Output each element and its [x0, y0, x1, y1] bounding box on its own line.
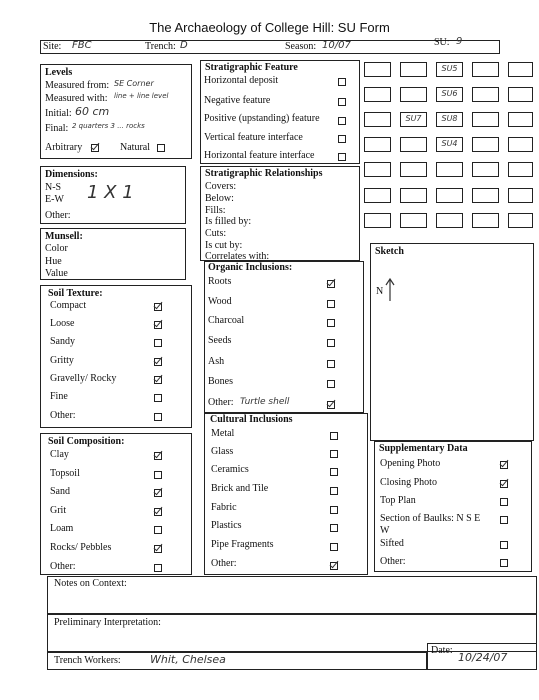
organic-label: Roots — [208, 276, 232, 287]
measured-with-value[interactable]: line + line level — [114, 92, 169, 100]
su-grid-label: SU6 — [441, 89, 458, 98]
su-grid-cell[interactable] — [364, 112, 391, 127]
initial-value[interactable]: 60 cm — [75, 105, 110, 118]
su-grid-cell[interactable] — [400, 162, 427, 177]
su-grid-cell[interactable] — [364, 137, 391, 152]
supplementary-checkbox[interactable] — [500, 559, 508, 567]
initial-label: Initial: — [45, 108, 72, 119]
organic-checkbox[interactable] — [327, 339, 335, 347]
organic-label: Seeds — [208, 335, 232, 346]
soil-texture-heading: Soil Texture: — [48, 288, 103, 299]
cultural-label: Metal — [211, 428, 235, 439]
cultural-label: Brick and Tile — [211, 483, 269, 494]
cultural-checkbox[interactable] — [330, 524, 338, 532]
soil-composition-label: Topsoil — [50, 468, 80, 479]
soil-composition-label: Rocks/ Pebbles — [50, 542, 112, 553]
organic-checkbox[interactable] — [327, 319, 335, 327]
strat-relationships-heading: Stratigraphic Relationships — [205, 168, 323, 179]
supplementary-checkbox[interactable] — [500, 541, 508, 549]
organic-other-value[interactable]: Turtle shell — [240, 397, 290, 407]
strat-feature-checkbox[interactable] — [338, 78, 346, 86]
sketch-box[interactable] — [370, 243, 534, 441]
cultural-label: Plastics — [211, 520, 242, 531]
cultural-label: Other: — [211, 558, 237, 569]
natural-label: Natural — [120, 142, 150, 153]
su-grid-label: SU4 — [441, 139, 458, 148]
su-grid-cell[interactable] — [508, 87, 533, 102]
final-value[interactable]: 2 quarters 3 ... rocks — [72, 122, 145, 130]
measured-from-value[interactable]: SE Corner — [114, 79, 154, 88]
organic-label: Charcoal — [208, 315, 245, 326]
strat-feature-label: Horizontal feature interface — [204, 150, 315, 161]
organic-heading: Organic Inclusions: — [208, 262, 293, 273]
su-grid-cell[interactable] — [472, 162, 499, 177]
organic-checkbox[interactable] — [327, 280, 335, 288]
su-grid-label: SU8 — [441, 114, 458, 123]
organic-checkbox[interactable] — [327, 401, 335, 409]
soil-composition-label: Loam — [50, 523, 74, 534]
soil-composition-label: Other: — [50, 561, 76, 572]
strat-feature-label: Horizontal deposit — [204, 75, 279, 86]
trench-workers-label: Trench Workers: — [54, 655, 121, 666]
supplementary-heading: Supplementary Data — [379, 443, 468, 454]
su-grid-cell[interactable] — [436, 188, 463, 203]
sketch-heading: Sketch — [375, 246, 404, 257]
su-grid-cell[interactable] — [472, 213, 499, 228]
su-value[interactable]: 9 — [456, 36, 463, 47]
cultural-checkbox[interactable] — [330, 506, 338, 514]
cultural-label: Fabric — [211, 502, 237, 513]
soil-texture-checkbox[interactable] — [154, 394, 162, 402]
strat-relationship-label: Is filled by: — [205, 216, 252, 227]
cultural-checkbox[interactable] — [330, 487, 338, 495]
su-grid-cell[interactable] — [436, 213, 463, 228]
soil-composition-checkbox[interactable] — [154, 489, 162, 497]
season-label: Season: — [285, 41, 317, 52]
soil-composition-checkbox[interactable] — [154, 508, 162, 516]
soil-texture-label: Other: — [50, 410, 76, 421]
north-arrow-icon — [385, 277, 395, 301]
strat-feature-checkbox[interactable] — [338, 98, 346, 106]
final-label: Final: — [45, 123, 69, 134]
su-grid-cell[interactable] — [400, 87, 427, 102]
soil-composition-heading: Soil Composition: — [48, 436, 125, 447]
su-grid-cell[interactable] — [508, 62, 533, 77]
soil-texture-label: Compact — [50, 300, 87, 311]
soil-texture-checkbox[interactable] — [154, 303, 162, 311]
soil-texture-label: Sandy — [50, 336, 75, 347]
su-grid-cell[interactable] — [436, 162, 463, 177]
arbitrary-label: Arbitrary — [45, 142, 83, 153]
soil-composition-label: Sand — [50, 486, 70, 497]
cultural-checkbox[interactable] — [330, 543, 338, 551]
strat-feature-label: Negative feature — [204, 95, 271, 106]
su-grid-cell[interactable] — [508, 162, 533, 177]
strat-relationship-label: Fills: — [205, 205, 226, 216]
header-row — [40, 40, 500, 54]
dimensions-heading: Dimensions: — [45, 169, 98, 180]
supplementary-checkbox[interactable] — [500, 516, 508, 524]
trench-label: Trench: — [145, 41, 176, 52]
dimensions-other-label: Other: — [45, 210, 71, 221]
dimensions-ns-label: N-S — [45, 182, 62, 193]
supplementary-label: Sifted — [380, 538, 404, 549]
organic-checkbox[interactable] — [327, 300, 335, 308]
cultural-checkbox[interactable] — [330, 450, 338, 458]
strat-feature-heading: Stratigraphic Feature — [205, 62, 298, 73]
cultural-checkbox[interactable] — [330, 432, 338, 440]
su-grid-cell[interactable] — [472, 62, 499, 77]
munsell-hue-label: Hue — [45, 256, 62, 267]
su-grid-label: SU7 — [405, 114, 422, 123]
organic-label: Ash — [208, 356, 225, 367]
soil-texture-label: Gravelly/ Rocky — [50, 373, 117, 384]
supplementary-label: Section of Baulks: N S E W — [380, 513, 481, 536]
strat-feature-checkbox[interactable] — [338, 117, 346, 125]
organic-label: Other: — [208, 397, 234, 408]
su-grid-cell[interactable] — [400, 137, 427, 152]
supplementary-label: Other: — [380, 556, 406, 567]
su-grid-cell[interactable] — [472, 137, 499, 152]
su-grid-cell[interactable] — [364, 162, 391, 177]
supplementary-checkbox[interactable] — [500, 461, 508, 469]
arbitrary-checkbox[interactable] — [91, 144, 99, 152]
soil-composition-checkbox[interactable] — [154, 471, 162, 479]
page-title: The Archaeology of College Hill: SU Form — [149, 20, 390, 35]
soil-composition-label: Grit — [50, 505, 67, 516]
soil-texture-label: Loose — [50, 318, 75, 329]
date-label: Date: — [431, 645, 453, 656]
trench-workers-value[interactable]: Whit, Chelsea — [150, 653, 226, 666]
organic-label: Bones — [208, 376, 233, 387]
su-grid-cell[interactable] — [508, 112, 533, 127]
su-grid-cell[interactable] — [436, 137, 463, 152]
su-grid-cell[interactable] — [400, 112, 427, 127]
munsell-color-label: Color — [45, 243, 68, 254]
soil-texture-checkbox[interactable] — [154, 376, 162, 384]
cultural-heading: Cultural Inclusions — [210, 414, 293, 425]
su-grid-cell[interactable] — [472, 188, 499, 203]
supplementary-label: Closing Photo — [380, 477, 437, 488]
su-grid-cell[interactable] — [436, 87, 463, 102]
strat-relationship-label: Covers: — [205, 181, 237, 192]
soil-texture-checkbox[interactable] — [154, 358, 162, 366]
soil-texture-checkbox[interactable] — [154, 413, 162, 421]
su-grid-cell[interactable] — [436, 112, 463, 127]
supplementary-label: Top Plan — [380, 495, 416, 506]
site-value[interactable]: FBC — [72, 40, 92, 51]
su-grid-cell[interactable] — [364, 213, 391, 228]
su-grid-cell[interactable] — [436, 62, 463, 77]
organic-label: Wood — [208, 296, 232, 307]
north-label: N — [376, 286, 384, 297]
supplementary-label: Opening Photo — [380, 458, 441, 469]
su-label: SU: — [434, 37, 450, 48]
su-grid-label: SU5 — [441, 64, 458, 73]
strat-relationship-label: Is cut by: — [205, 240, 243, 251]
soil-texture-label: Fine — [50, 391, 68, 402]
su-grid-cell[interactable] — [364, 188, 391, 203]
su-grid-cell[interactable] — [472, 112, 499, 127]
supplementary-checkbox[interactable] — [500, 498, 508, 506]
su-grid-cell[interactable] — [508, 213, 533, 228]
measured-with-label: Measured with: — [45, 93, 108, 104]
su-grid-cell[interactable] — [400, 213, 427, 228]
su-grid-cell[interactable] — [508, 188, 533, 203]
soil-composition-checkbox[interactable] — [154, 545, 162, 553]
soil-composition-checkbox[interactable] — [154, 452, 162, 460]
soil-texture-label: Gritty — [50, 355, 74, 366]
su-grid-cell[interactable] — [364, 87, 391, 102]
strat-feature-checkbox[interactable] — [338, 153, 346, 161]
dimensions-value[interactable]: 1 X 1 — [87, 182, 134, 203]
cultural-checkbox[interactable] — [330, 562, 338, 570]
su-grid-cell[interactable] — [364, 62, 391, 77]
strat-relationship-label: Below: — [205, 193, 234, 204]
su-grid-cell[interactable] — [472, 87, 499, 102]
strat-relationship-label: Correlates with: — [205, 251, 270, 262]
date-value[interactable]: 10/24/07 — [458, 651, 508, 664]
soil-texture-checkbox[interactable] — [154, 321, 162, 329]
prelim-label: Preliminary Interpretation: — [54, 617, 161, 628]
natural-checkbox[interactable] — [157, 144, 165, 152]
strat-relationship-label: Cuts: — [205, 228, 227, 239]
levels-heading: Levels — [45, 67, 73, 78]
cultural-label: Ceramics — [211, 464, 249, 475]
munsell-heading: Munsell: — [45, 231, 83, 242]
organic-checkbox[interactable] — [327, 360, 335, 368]
season-value[interactable]: 10/07 — [322, 40, 351, 51]
munsell-value-label: Value — [45, 268, 68, 279]
dimensions-ew-label: E-W — [45, 194, 64, 205]
trench-value[interactable]: D — [180, 40, 188, 51]
su-grid-cell[interactable] — [400, 62, 427, 77]
strat-feature-checkbox[interactable] — [338, 135, 346, 143]
su-grid-cell[interactable] — [400, 188, 427, 203]
su-grid-cell[interactable] — [508, 137, 533, 152]
organic-checkbox[interactable] — [327, 380, 335, 388]
supplementary-checkbox[interactable] — [500, 480, 508, 488]
cultural-label: Glass — [211, 446, 234, 457]
measured-from-label: Measured from: — [45, 80, 110, 91]
soil-composition-checkbox[interactable] — [154, 564, 162, 572]
soil-composition-label: Clay — [50, 449, 69, 460]
soil-composition-checkbox[interactable] — [154, 526, 162, 534]
strat-feature-label: Positive (upstanding) feature — [204, 113, 320, 124]
cultural-checkbox[interactable] — [330, 468, 338, 476]
notes-label: Notes on Context: — [54, 578, 127, 589]
strat-feature-label: Vertical feature interface — [204, 132, 303, 143]
soil-texture-checkbox[interactable] — [154, 339, 162, 347]
cultural-label: Pipe Fragments — [211, 539, 274, 550]
site-label: Site: — [43, 41, 62, 52]
